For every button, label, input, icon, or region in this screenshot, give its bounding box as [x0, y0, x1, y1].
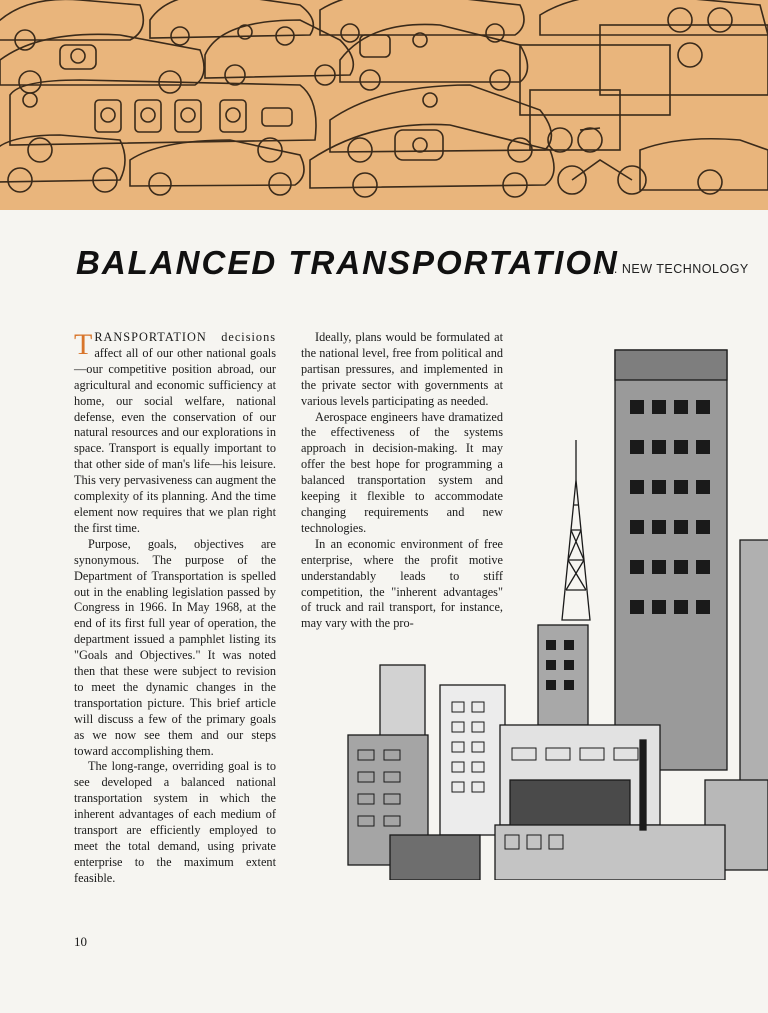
drop-cap: T	[74, 328, 93, 361]
paragraph-4: Ideally, plans would be formulated at the national level, free from political and partisan pressures, and implemented in the private sector with governments at various levels participating as needed.	[301, 330, 503, 408]
paragraph-1-text: affect all of our other national goals—our competitive position abroad, our agricultural and economic sufficiency at home, our social welfare, national defense, even the conservation of our natural resources and our explorations in space. Transport is equally important to that other side of man's life—his leisure. This very pervasiveness can augment the complexity of its planning. And the time element now requires that we plan right the first time.	[74, 345, 276, 535]
paragraph-6: In an economic environment of free enterprise, where the profit motive understandably leads to stiff competition, the "inherent advantages" of truck and rail transport, for instance, may vary with the pro-	[301, 536, 503, 631]
paragraph-1	[74, 330, 276, 537]
lead-caps: RANSPORTATION decisions	[94, 330, 276, 344]
traffic-jam-illustration	[0, 0, 768, 210]
paragraph-3: The long-range, overriding goal is to see developed a balanced national transportation system in which the inherent advantages of each medium of transport are efficiently employed to meet the total demand, using private enterprise to the maximum extent feasible.	[74, 759, 276, 885]
title-row	[0, 240, 768, 290]
article-left-column	[74, 330, 276, 887]
page-number: 10	[74, 934, 87, 949]
paragraph-5: Aerospace engineers have dramatized the effectiveness of the systems approach in decision-making. It may offer the best hope for programming a balanced transportation system and keeping it flexible to accommodate changing requirements and new technologies.	[301, 409, 503, 535]
paragraph-2: Purpose, goals, objectives are synonymous. The purpose of the Department of Transportation is spelled out in the enabling legislation passed by Congress in 1966. In May 1968, at the end of its first full year of operation, the department issued a pamphlet listing its "Goals and Objectives." It was noted then that these were subject to revision to meet the dynamic changes in the transportation picture. This brief article will discuss a few of the primary goals as we now see them and our steps toward accomplishing them.	[74, 536, 276, 758]
city-skyline-illustration	[300, 340, 768, 880]
article-subtitle: . . . NEW TECHNOLOGY	[598, 262, 749, 276]
article-title: BALANCED TRANSPORTATION	[76, 244, 619, 281]
